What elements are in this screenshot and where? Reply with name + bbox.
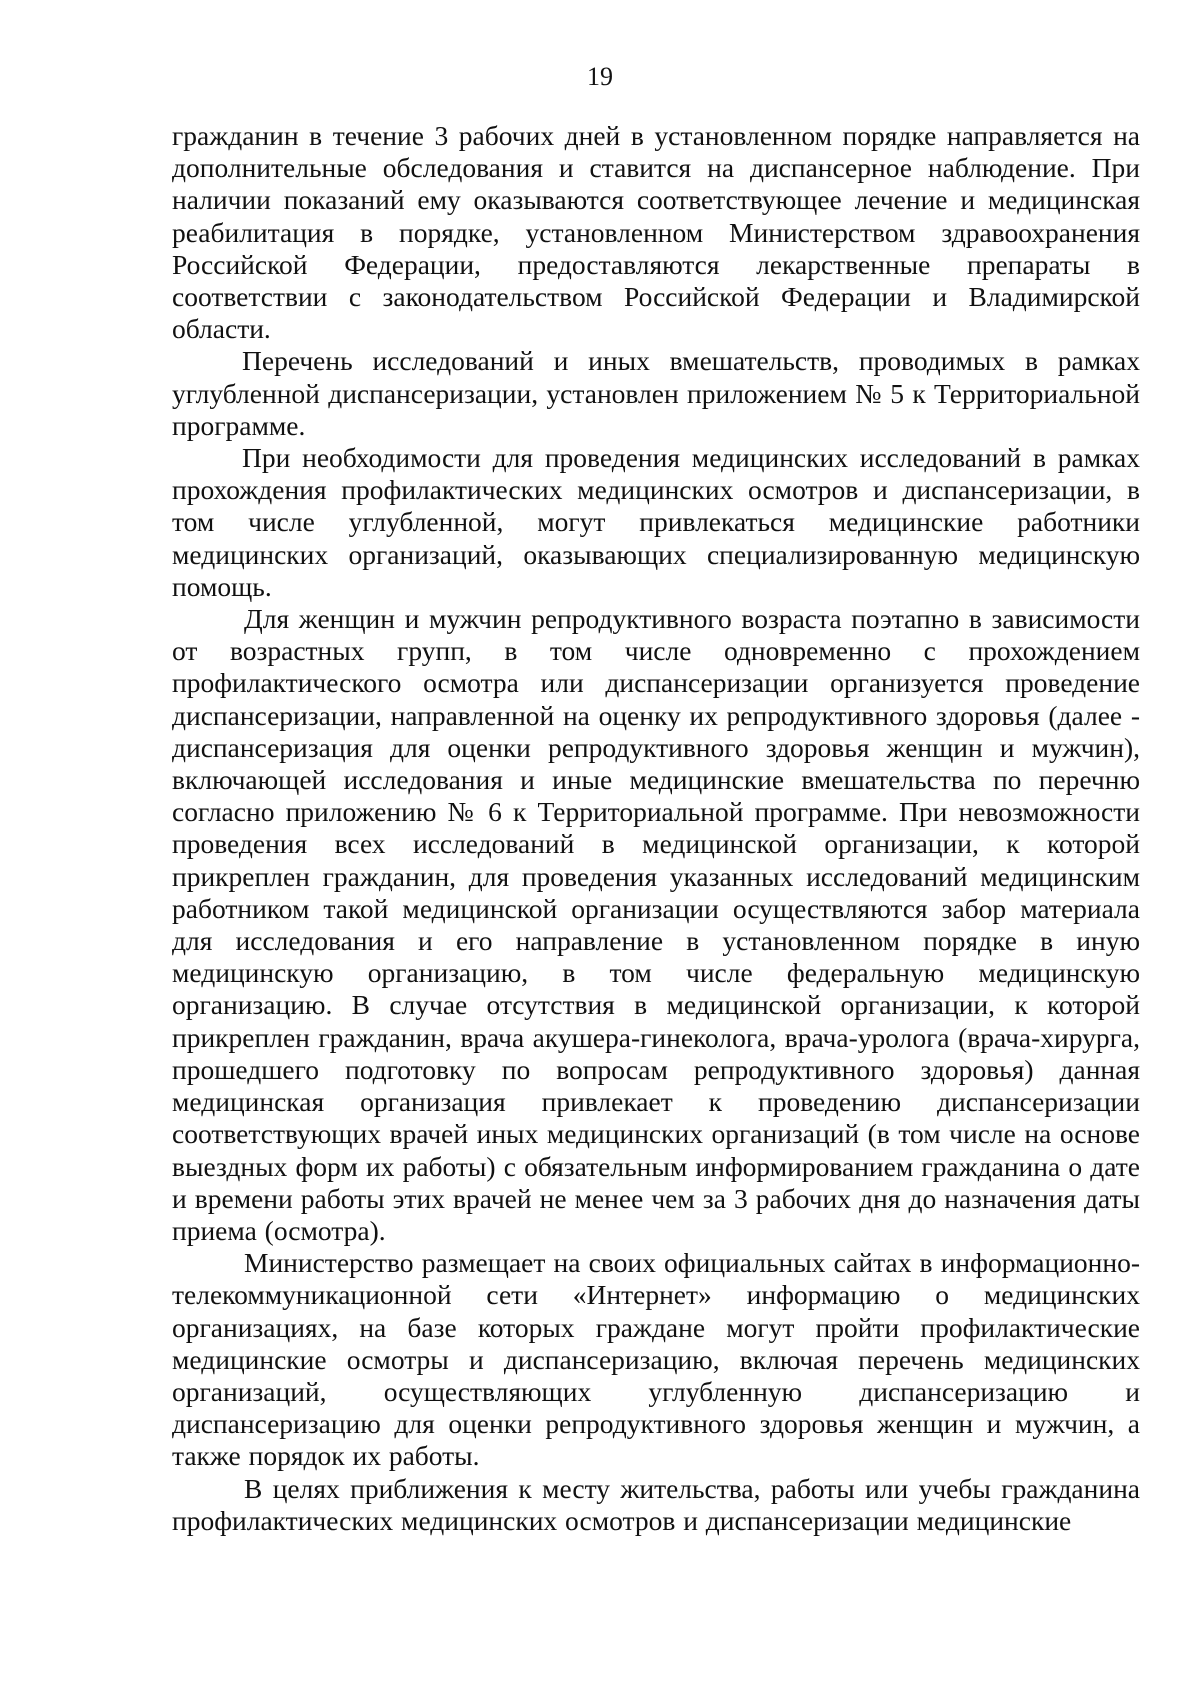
document-body <box>172 120 1140 1537</box>
paragraph-reproductive-health: Для женщин и мужчин репродуктивного возраста поэтапно в зависимости от возрастных групп, в том числе одновременно с прохождением профилактического осмотра или диспансеризации организуется проведение диспансеризации, направленной на оценку их репродуктивного здоровья (далее - диспансеризация для оценки репродуктивного здоровья женщин и мужчин), включающей исследования и иные медицинские вмешательства по перечню согласно приложению № 6 к Территориальной программе. При невозможности проведения всех исследований в медицинской организации, к которой прикреплен гражданин, для проведения указанных исследований медицинским работником такой медицинской организации осуществляются забор материала для исследования и его направление в установленном порядке в иную медицинскую организацию, в том числе федеральную медицинскую организацию. В случае отсутствия в медицинской организации, к которой прикреплен гражданин, врача акушера-гинеколога, врача-уролога (врача-хирурга, прошедшего подготовку по вопросам репродуктивного здоровья) данная медицинская организация привлекает к проведению диспансеризации соответствующих врачей иных медицинских организаций (в том числе на основе выездных форм их работы) с обязательным информированием гражданина о дате и времени работы этих врачей не менее чем за 3 рабочих дня до назначения даты приема (осмотра). <box>172 603 1140 1246</box>
page-number: 19 <box>587 62 613 91</box>
paragraph-ministry-websites: Министерство размещает на своих официальных сайтах в информационно-телекоммуникационной сети «Интернет» информацию о медицинских организациях, на базе которых граждане могут пройти профилактические медицинские осмотры и диспансеризацию, включая перечень медицинских организаций, осуществляющих углубленную диспансеризацию и диспансеризацию для оценки репродуктивного здоровья женщин и мужчин, а также порядок их работы. <box>172 1247 1140 1472</box>
paragraph-specialists: При необходимости для проведения медицинских исследований в рамках прохождения профилактических медицинских осмотров и диспансеризации, в том числе углубленной, могут привлекаться медицинские работники медицинских организаций, оказывающих специализированную медицинскую помощь. <box>172 442 1140 602</box>
paragraph-examinations-list: Перечень исследований и иных вмешательств, проводимых в рамках углубленной диспансеризации, установлен приложением № 5 к Территориальной программе. <box>172 345 1140 441</box>
paragraph-proximity: В целях приближения к месту жительства, работы или учебы гражданина профилактических медицинских осмотров и диспансеризации медицинские <box>172 1472 1140 1536</box>
paragraph-continuation: гражданин в течение 3 рабочих дней в установленном порядке направляется на дополнительные обследования и ставится на диспансерное наблюдение. При наличии показаний ему оказываются соответствующее лечение и медицинская реабилитация в порядке, установленном Министерством здравоохранения Российской Федерации, предоставляются лекарственные препараты в соответствии с законодательством Российской Федерации и Владимирской области. <box>172 120 1140 345</box>
